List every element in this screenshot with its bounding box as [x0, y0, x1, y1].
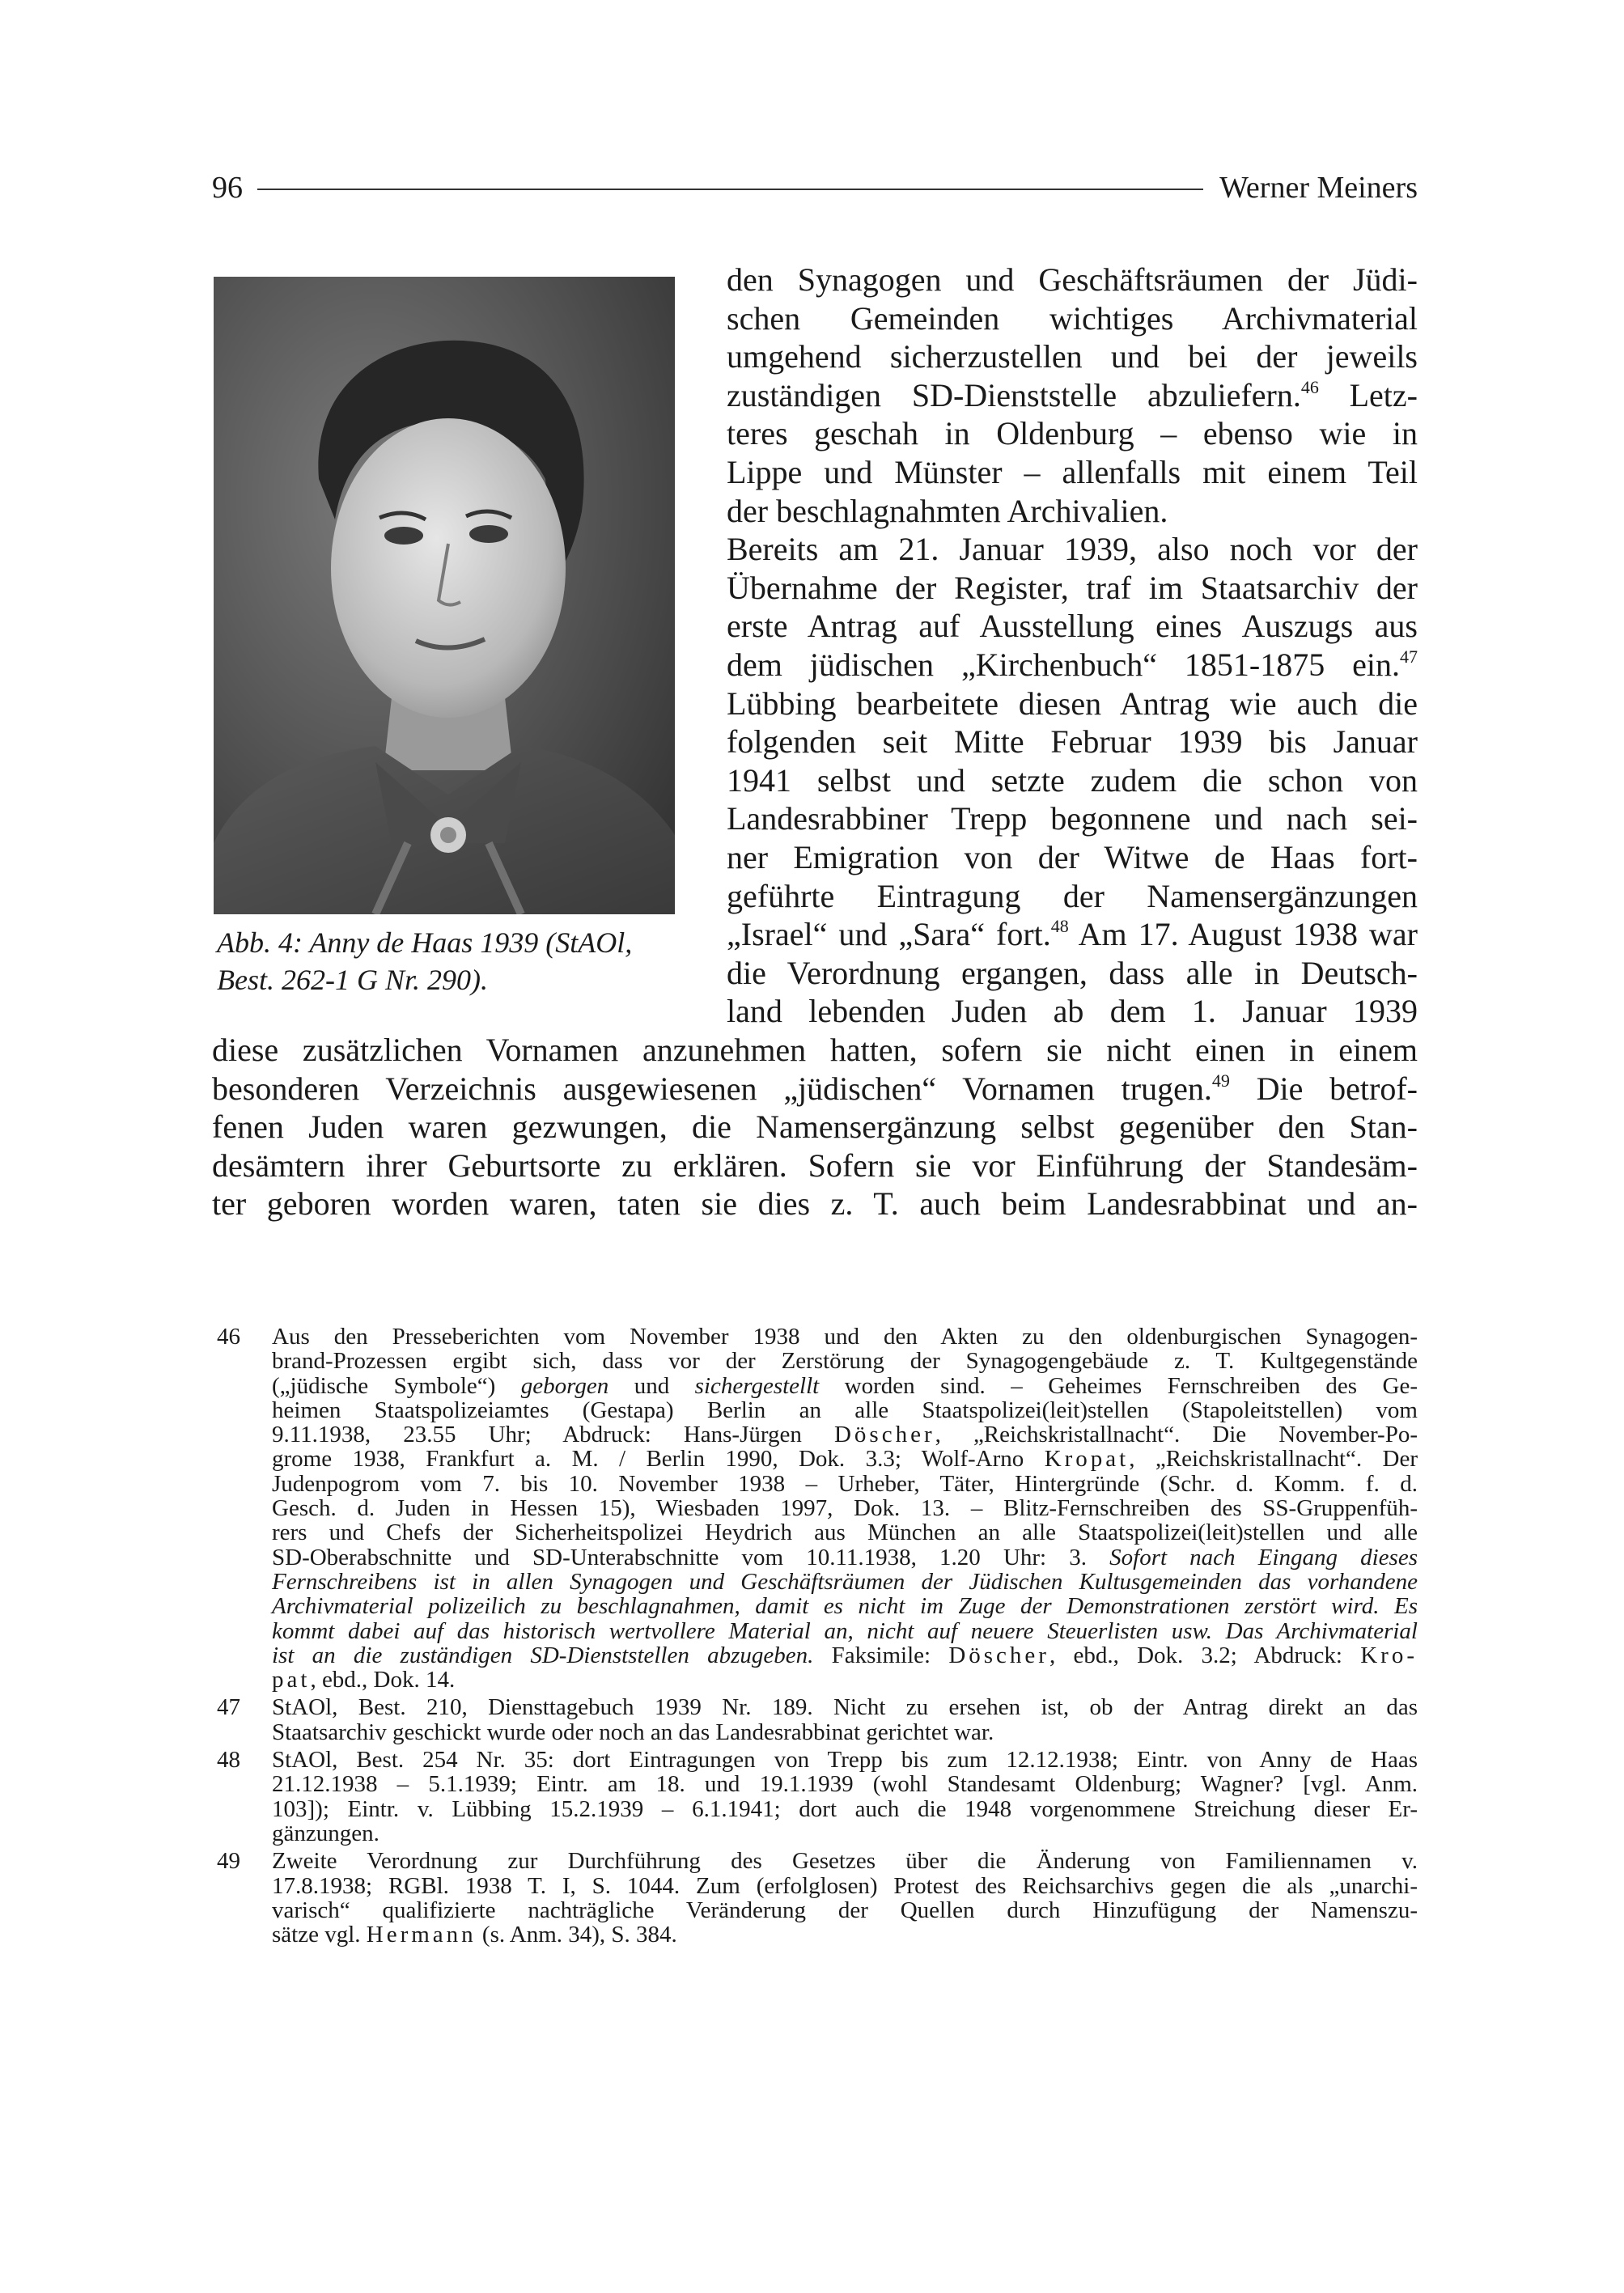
footnote-line: Judenpogrom vom 7. bis 10. November 1938 – Urheber, Täter, Hintergründe (Schr. d. Komm. f. d. — [272, 1470, 1418, 1497]
footnote-italic: geborgen — [520, 1372, 609, 1399]
footnote-text: und — [608, 1372, 695, 1399]
footnote-line — [272, 1668, 1418, 1692]
footnote-ref-47[interactable]: 47 — [1400, 646, 1418, 667]
portrait-illustration — [214, 277, 675, 914]
footnote-author: pat — [272, 1667, 311, 1693]
footnote-line: Zweite Verordnung zur Durchführung des Gesetzes über die Änderung von Familiennamen v. — [272, 1848, 1418, 1875]
footnote-italic: Fernschreibens ist in allen Synagogen und Geschäftsräumen der Jüdischen Kultusgemeinden das vorhandene — [272, 1568, 1418, 1595]
footnote-author: Döscher — [948, 1642, 1049, 1668]
figure-caption — [217, 924, 686, 998]
footnote-italic: ist an die zuständigen SD-Dienststellen abzugeben. — [272, 1642, 814, 1668]
footnote-ref-48[interactable]: 48 — [1050, 916, 1069, 937]
body-line: ter geboren worden waren, taten sie dies z. T. auch beim Landesrabbinat und an- — [212, 1185, 1418, 1223]
footnote-line: Gesch. d. Juden in Hessen 15), Wiesbaden 1997, Dok. 13. – Blitz-Fernschreiben des SS-Gruppenfüh- — [272, 1495, 1418, 1522]
body-line: geführte Eintragung der Namensergänzungen — [727, 877, 1418, 914]
footnote-line: gänzungen. — [272, 1820, 379, 1846]
footnote-line — [272, 1447, 1418, 1471]
footnote-text: (s. Anm. 34), S. 384. — [476, 1922, 677, 1948]
body-line-text: dem jüdischen „Kirchenbuch“ 1851-1875 ein. — [727, 646, 1400, 683]
footnote-author: Kro- — [1360, 1642, 1418, 1668]
body-line-text: Letz- — [1318, 376, 1418, 413]
footnote-text: , ebd., Dok. 14. — [310, 1667, 456, 1693]
footnote-text: , „Reichskristallnacht“. Der — [1129, 1446, 1418, 1473]
footnote-ref-46[interactable]: 46 — [1300, 376, 1319, 397]
footnote-line: 103]); Eintr. v. Lübbing 15.2.1939 – 6.1.1941; dort auch die 1948 vorgenommene Streichung dieser Er- — [272, 1795, 1418, 1822]
footnote-line — [272, 1619, 1418, 1643]
body-line: Lübbing bearbeitete diesen Antrag wie auch die — [727, 685, 1418, 722]
footnote-line: 21.12.1938 – 5.1.1939; Eintr. am 18. und 19.1.1939 (wohl Standesamt Oldenburg; Wagner? [vgl. Anm. — [272, 1771, 1418, 1798]
body-line-text: Die betrof- — [1229, 1070, 1418, 1107]
footnote-49 — [212, 1849, 1418, 1947]
caption-line: Abb. 4: Anny de Haas 1939 (StAOl, — [217, 926, 633, 959]
footnote-number: 48 — [217, 1747, 240, 1774]
footnote-48 — [212, 1748, 1418, 1846]
footnote-italic: Archivmaterial polizeilich zu beschlagnahmen, damit es nicht im Zuge der Demonstrationen zerstört wird. Es — [272, 1593, 1418, 1620]
running-header — [212, 163, 1418, 212]
body-line: Lippe und Münster – allenfalls mit einem Teil — [727, 453, 1418, 490]
body-line: der beschlagnahmten Archivalien. — [727, 492, 1168, 529]
body-line: teres geschah in Oldenburg – ebenso wie in — [727, 415, 1418, 452]
portrait-photo — [214, 277, 675, 914]
body-line: schen Gemeinden wichtiges Archivmaterial — [727, 299, 1418, 337]
footnote-line: brand-Prozessen ergibt sich, dass vor der Zerstörung der Synagogengebäude z. T. Kultgegenstände — [272, 1348, 1418, 1375]
footnote-line — [272, 1545, 1418, 1570]
body-text-wrapped — [727, 261, 1418, 1031]
footnote-text: worden sind. – Geheimes Fernschreiben des Ge- — [819, 1372, 1418, 1399]
footnote-author: Döscher — [833, 1422, 935, 1448]
footnote-line: 17.8.1938; RGBl. 1938 T. I, S. 1044. Zum (erfolglosen) Protest des Reichsarchivs gegen die als „unarchi- — [272, 1872, 1418, 1899]
body-line: desämtern ihrer Geburtsorte zu erklären. Sofern sie vor Einführung der Standesäm- — [212, 1146, 1418, 1184]
footnote-line: varisch“ qualifizierte nachträgliche Veränderung der Quellen durch Hinzufügung der Namenszu- — [272, 1897, 1418, 1923]
body-line: erste Antrag auf Ausstellung eines Auszugs aus — [727, 608, 1418, 645]
footnote-italic: kommt dabei auf das historisch wertvollere Material an, nicht auf neuere Steuerlisten usw. Das Archivmaterial — [272, 1617, 1418, 1644]
body-line: ner Emigration von der Witwe de Haas fort- — [727, 838, 1418, 875]
running-head-author: Werner Meiners — [1219, 171, 1418, 205]
body-line: fenen Juden waren gezwungen, die Namensergänzung selbst gegenüber den Stan- — [212, 1108, 1418, 1146]
caption-line: Best. 262-1 G Nr. 290). — [217, 964, 488, 996]
footnote-line: StAOl, Best. 210, Diensttagebuch 1939 Nr. 189. Nicht zu ersehen ist, ob der Antrag direkt an das — [272, 1694, 1418, 1721]
body-line — [727, 915, 1418, 954]
header-rule — [257, 189, 1203, 190]
footnote-text: 9.11.1938, 23.55 Uhr; Abdruck: Hans-Jürgen — [272, 1422, 834, 1448]
body-line: Übernahme der Register, traf im Staatsarchiv der — [727, 569, 1418, 606]
body-line — [212, 1070, 1418, 1108]
footnote-47 — [212, 1695, 1418, 1744]
body-line: die Verordnung ergangen, dass alle in Deutsch- — [727, 954, 1418, 991]
footnote-number: 47 — [217, 1694, 240, 1721]
body-line — [727, 646, 1418, 685]
footnote-text: SD-Oberabschnitte und SD-Unterabschnitte vom 10.11.1938, 1.20 Uhr: 3. — [272, 1544, 1110, 1570]
footnote-line — [272, 1422, 1418, 1447]
footnote-line — [272, 1374, 1418, 1398]
body-line: diese zusätzlichen Vornamen anzunehmen hatten, sofern sie nicht einen in einem — [212, 1032, 1418, 1068]
body-line: Landesrabbiner Trepp begonnene und nach sei- — [727, 800, 1418, 837]
footnote-italic: sichergestellt — [694, 1372, 820, 1399]
footnote-line: rers und Chefs der Sicherheitspolizei Heydrich aus München an alle Staatspolizei(leit)stellen und alle — [272, 1519, 1418, 1546]
body-line-text: „Israel“ und „Sara“ fort. — [727, 916, 1051, 953]
footnote-line — [272, 1594, 1418, 1618]
footnote-ref-49[interactable]: 49 — [1211, 1070, 1230, 1091]
footnote-line — [272, 1922, 1418, 1947]
footnote-line — [272, 1643, 1418, 1668]
page-number: 96 — [212, 171, 243, 205]
footnote-text: grome 1938, Frankfurt a. M. / Berlin 1990, Dok. 3.3; Wolf-Arno — [272, 1446, 1045, 1473]
footnote-text: („jüdische Symbole“) — [272, 1372, 521, 1399]
body-line: Bereits am 21. Januar 1939, also noch vor der — [727, 531, 1418, 568]
footnote-author: Hermann — [366, 1922, 477, 1948]
footnote-number: 49 — [217, 1848, 240, 1875]
body-line: den Synagogen und Geschäftsräumen der Jüdi- — [727, 261, 1418, 298]
footnote-line: Staatsarchiv geschickt wurde oder noch an das Landesrabbinat gerichtet war. — [272, 1719, 994, 1745]
footnote-line: heimen Staatspolizeiamtes (Gestapa) Berlin an alle Staatspolizei(leit)stellen (Stapoleitstellen) vom — [272, 1397, 1418, 1423]
footnote-text: sätze vgl. — [272, 1922, 367, 1948]
footnote-line: Aus den Presseberichten vom November 1938 und den Akten zu den oldenburgischen Synagogen- — [272, 1324, 1418, 1350]
footnote-text: , „Reichskristallnacht“. Die November-Po- — [935, 1422, 1418, 1448]
body-line: folgenden seit Mitte Februar 1939 bis Januar — [727, 723, 1418, 761]
footnote-text: , ebd., Dok. 3.2; Abdruck: — [1049, 1642, 1361, 1668]
footnote-line: StAOl, Best. 254 Nr. 35: dort Eintragungen von Trepp bis zum 12.12.1938; Eintr. von Anny de Haas — [272, 1747, 1418, 1774]
footnotes — [212, 1325, 1418, 1947]
body-line-text: besonderen Verzeichnis ausgewiesenen „jüdischen“ Vornamen trugen. — [212, 1070, 1212, 1107]
footnote-author: Kropat — [1044, 1446, 1130, 1473]
body-line-text: zuständigen SD-Dienststelle abzuliefern. — [727, 376, 1301, 413]
body-line-text: Am 17. August 1938 war — [1068, 916, 1418, 953]
body-line: 1941 selbst und setzte zudem die schon von — [727, 761, 1418, 799]
body-line: umgehend sicherzustellen und bei der jeweils — [727, 338, 1418, 375]
footnote-text: Faksimile: — [813, 1642, 949, 1668]
body-line: land lebenden Juden ab dem 1. Januar 1939 — [727, 993, 1418, 1030]
footnote-line — [272, 1570, 1418, 1594]
footnote-46 — [212, 1325, 1418, 1692]
body-line — [727, 376, 1418, 415]
footnote-italic: Sofort nach Eingang dieses — [1109, 1544, 1418, 1570]
body-text-full — [212, 1031, 1418, 1223]
footnote-number: 46 — [217, 1324, 240, 1350]
